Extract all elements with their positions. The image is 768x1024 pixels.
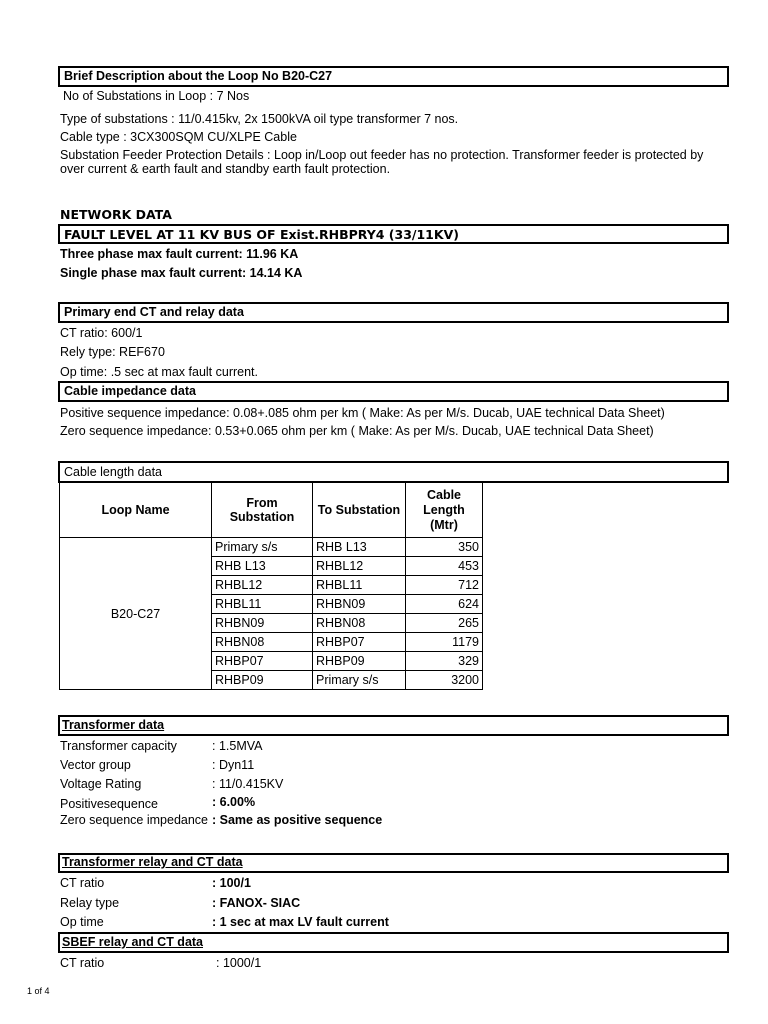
table-row — [60, 538, 483, 557]
sbef-title: SBEF relay and CT data — [62, 935, 204, 949]
to-cell: RHBN08 — [313, 614, 406, 633]
from-cell: RHBP09 — [212, 671, 313, 690]
relay-op-time-row — [60, 915, 560, 933]
page-number: 1 of 4 — [27, 986, 50, 996]
from-cell: Primary s/s — [212, 538, 313, 557]
to-cell: RHB L13 — [313, 538, 406, 557]
to-cell: RHBP07 — [313, 633, 406, 652]
voltage-rating-value: : 11/0.415KV — [212, 777, 284, 791]
primary-relay-type: Rely type: REF670 — [60, 345, 165, 359]
primary-op-time: Op time: .5 sec at max fault current. — [60, 365, 258, 379]
transformer-capacity-label: Transformer capacity — [60, 739, 177, 753]
primary-ct-box — [58, 302, 729, 323]
cable-impedance-title: Cable impedance data — [64, 384, 196, 398]
length-cell: 350 — [406, 538, 483, 557]
relay-op-time-value: : 1 sec at max LV fault current — [212, 915, 389, 929]
relay-type-row — [60, 896, 560, 914]
zero-sequence-impedance: Zero sequence impedance: 0.53+0.065 ohm per km ( Make: As per M/s. Ducab, UAE technical Data Sheet) — [60, 424, 654, 438]
substation-type: Type of substations : 11/0.415kv, 2x 1500kVA oil type transformer 7 nos. — [60, 112, 459, 126]
relay-ct-ratio-value: : 100/1 — [212, 876, 251, 890]
transformer-data-title: Transformer data — [62, 718, 165, 732]
zero-sequence-value: : Same as positive sequence — [212, 813, 383, 827]
single-phase-fault: Single phase max fault current: 14.14 KA — [60, 266, 303, 280]
relay-type-label: Relay type — [60, 896, 120, 910]
to-cell: RHBL12 — [313, 557, 406, 576]
voltage-rating-row — [60, 777, 560, 795]
length-cell: 453 — [406, 557, 483, 576]
header-cable-length-l1: Cable Length — [423, 487, 465, 517]
primary-ct-title: Primary end CT and relay data — [64, 305, 244, 319]
to-cell: Primary s/s — [313, 671, 406, 690]
relay-ct-ratio-label: CT ratio — [60, 876, 105, 890]
length-cell: 3200 — [406, 671, 483, 690]
to-cell: RHBN09 — [313, 595, 406, 614]
to-cell: RHBP09 — [313, 652, 406, 671]
transformer-data-box — [58, 715, 729, 736]
substations-count: No of Substations in Loop : 7 Nos — [63, 89, 250, 103]
primary-ct-ratio: CT ratio: 600/1 — [60, 326, 143, 340]
fault-level-box — [58, 224, 729, 244]
protection-line-2: over current & earth fault and standby earth fault protection. — [60, 162, 391, 176]
length-cell: 712 — [406, 576, 483, 595]
cable-length-box — [58, 461, 729, 483]
length-cell: 329 — [406, 652, 483, 671]
vector-group-value: : Dyn11 — [212, 758, 255, 772]
length-cell: 1179 — [406, 633, 483, 652]
positive-sequence-impedance: Positive sequence impedance: 0.08+.085 ohm per km ( Make: As per M/s. Ducab, UAE technical Data Sheet) — [60, 406, 665, 420]
table-header-row — [60, 483, 483, 538]
from-cell: RHBP07 — [212, 652, 313, 671]
vector-group-label: Vector group — [60, 758, 131, 772]
positive-sequence-row — [60, 795, 560, 813]
header-loop-name: Loop Name — [60, 483, 212, 538]
cable-impedance-box — [58, 381, 729, 402]
to-cell: RHBL11 — [313, 576, 406, 595]
relay-ct-ratio-row — [60, 876, 560, 894]
protection-line-1: Substation Feeder Protection Details : Loop in/Loop out feeder has no protection. Transformer feeder is protected by — [60, 148, 704, 162]
header-from-substation: From Substation — [212, 483, 313, 538]
from-cell: RHBL11 — [212, 595, 313, 614]
cable-length-table — [59, 482, 483, 690]
brief-title: Brief Description about the Loop No B20-C27 — [64, 69, 333, 83]
header-to-substation: To Substation — [313, 483, 406, 538]
from-cell: RHBL12 — [212, 576, 313, 595]
header-cable-length — [406, 483, 483, 538]
transformer-relay-title: Transformer relay and CT data — [62, 855, 243, 869]
network-heading: NETWORK DATA — [60, 207, 172, 222]
relay-op-time-label: Op time — [60, 915, 104, 929]
sbef-ct-label: CT ratio — [60, 956, 105, 970]
voltage-rating-label: Voltage Rating — [60, 777, 142, 791]
vector-group-row — [60, 758, 560, 776]
transformer-relay-box — [58, 853, 729, 873]
from-cell: RHBN08 — [212, 633, 313, 652]
zero-sequence-row — [60, 813, 560, 831]
length-cell: 624 — [406, 595, 483, 614]
sbef-ct-value: : 1000/1 — [216, 956, 262, 970]
header-cable-length-l2: (Mtr) — [430, 517, 458, 532]
transformer-capacity-row — [60, 739, 560, 757]
cable-length-title: Cable length data — [64, 465, 162, 479]
positive-sequence-value: : 6.00% — [212, 795, 256, 809]
positive-sequence-label: Positivesequence — [60, 797, 158, 811]
fault-level-title: FAULT LEVEL AT 11 KV BUS OF Exist.RHBPRY4 (33/11KV) — [64, 227, 459, 242]
from-cell: RHB L13 — [212, 557, 313, 576]
length-cell: 265 — [406, 614, 483, 633]
cable-type: Cable type : 3CX300SQM CU/XLPE Cable — [60, 130, 297, 144]
brief-title-box — [58, 66, 729, 87]
from-cell: RHBN09 — [212, 614, 313, 633]
transformer-capacity-value: : 1.5MVA — [212, 739, 263, 753]
sbef-box — [58, 932, 729, 953]
three-phase-fault: Three phase max fault current: 11.96 KA — [60, 247, 299, 261]
relay-type-value: : FANOX- SIAC — [212, 896, 301, 910]
zero-sequence-label: Zero sequence impedance — [60, 813, 209, 827]
loop-name-cell: B20-C27 — [60, 538, 212, 690]
